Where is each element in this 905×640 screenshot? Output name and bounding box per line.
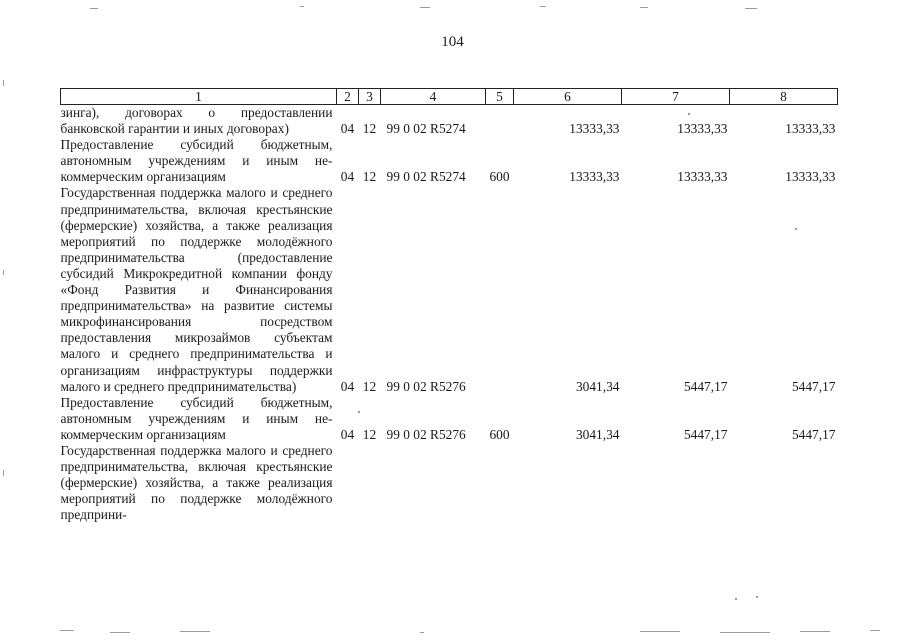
row-target-code (381, 443, 486, 523)
row-amount-col8: 5447,17 (791, 378, 836, 394)
row-section-code: 04 (340, 121, 355, 137)
table-row (61, 443, 838, 523)
row-description: Предоставление субсидий бюджетным, автономным учреждениям и иным не-коммерческим организациям (60, 394, 333, 442)
row-target-code: 99 0 02 R5274 (386, 169, 466, 185)
row-expense-type: 600 (489, 169, 510, 185)
row-amount-col8: 13333,33 (785, 169, 836, 185)
table-row (61, 137, 838, 185)
row-amount-col8: 13333,33 (785, 121, 836, 137)
header-col-3: 3 (359, 89, 381, 105)
row-amount-col8 (730, 443, 838, 523)
header-col-6: 6 (514, 89, 622, 105)
row-amount-col6: 3041,34 (575, 378, 620, 394)
row-section-code: 04 (340, 426, 355, 442)
row-target-code: 99 0 02 R5274 (386, 121, 466, 137)
table-row (61, 185, 838, 394)
row-section-code: 04 (340, 169, 355, 185)
row-amount-col6 (514, 443, 622, 523)
header-row (61, 89, 838, 105)
row-expense-type (486, 443, 514, 523)
header-col-5: 5 (486, 89, 514, 105)
row-amount-col7: 5447,17 (683, 378, 728, 394)
row-description: зинга), договорах о предоставлении банковской гарантии и иных договорах) (60, 105, 333, 137)
header-col-8: 8 (730, 89, 838, 105)
header-col-7: 7 (622, 89, 730, 105)
table-row (61, 105, 838, 138)
budget-table (60, 88, 838, 523)
row-subsection-code (359, 443, 381, 523)
row-expense-type: 600 (489, 426, 510, 442)
row-subsection-code: 12 (362, 121, 377, 137)
row-expense-type (486, 105, 514, 138)
header-col-4: 4 (381, 89, 486, 105)
row-subsection-code: 12 (362, 169, 377, 185)
header-col-1: 1 (61, 89, 337, 105)
table-row (61, 395, 838, 443)
row-description: Государственная поддержка малого и среднего предпринимательства, включая крестьянские (фермерские) хозяйства, а также реализация мероприятий по поддержке молодёжного предприни- (60, 442, 333, 523)
row-amount-col7: 13333,33 (677, 169, 728, 185)
row-subsection-code: 12 (362, 426, 377, 442)
header-col-2: 2 (337, 89, 359, 105)
row-description: Государственная поддержка малого и среднего предпринимательства, включая крестьянские (фермерские) хозяйства, а также реализация мероприятий по поддержке молодёжного предпринимательства (предоставление субсидий Микрокредитной компании фонду «Фонд Развития и Финансирования предпринимательства» на развитие системы микрофинансирования посредством предоставления микрозаймов субъектам малого и среднего предпринимательства и организациям инфраструктуры поддержки малого и среднего предпринимательства) (60, 185, 333, 394)
page-number: 104 (441, 34, 464, 50)
row-amount-col7: 5447,17 (683, 426, 728, 442)
row-amount-col6: 3041,34 (575, 426, 620, 442)
row-expense-type (486, 185, 514, 394)
row-section-code: 04 (340, 378, 355, 394)
row-amount-col6: 13333,33 (569, 169, 620, 185)
row-amount-col8: 5447,17 (791, 426, 836, 442)
row-amount-col7: 13333,33 (677, 121, 728, 137)
row-amount-col6: 13333,33 (569, 121, 620, 137)
row-description: Предоставление субсидий бюджетным, автономным учреждениям и иным не-коммерческим организациям (60, 137, 333, 185)
row-section-code (337, 443, 359, 523)
row-target-code: 99 0 02 R5276 (386, 378, 466, 394)
row-target-code: 99 0 02 R5276 (386, 426, 466, 442)
row-amount-col7 (622, 443, 730, 523)
row-subsection-code: 12 (362, 378, 377, 394)
